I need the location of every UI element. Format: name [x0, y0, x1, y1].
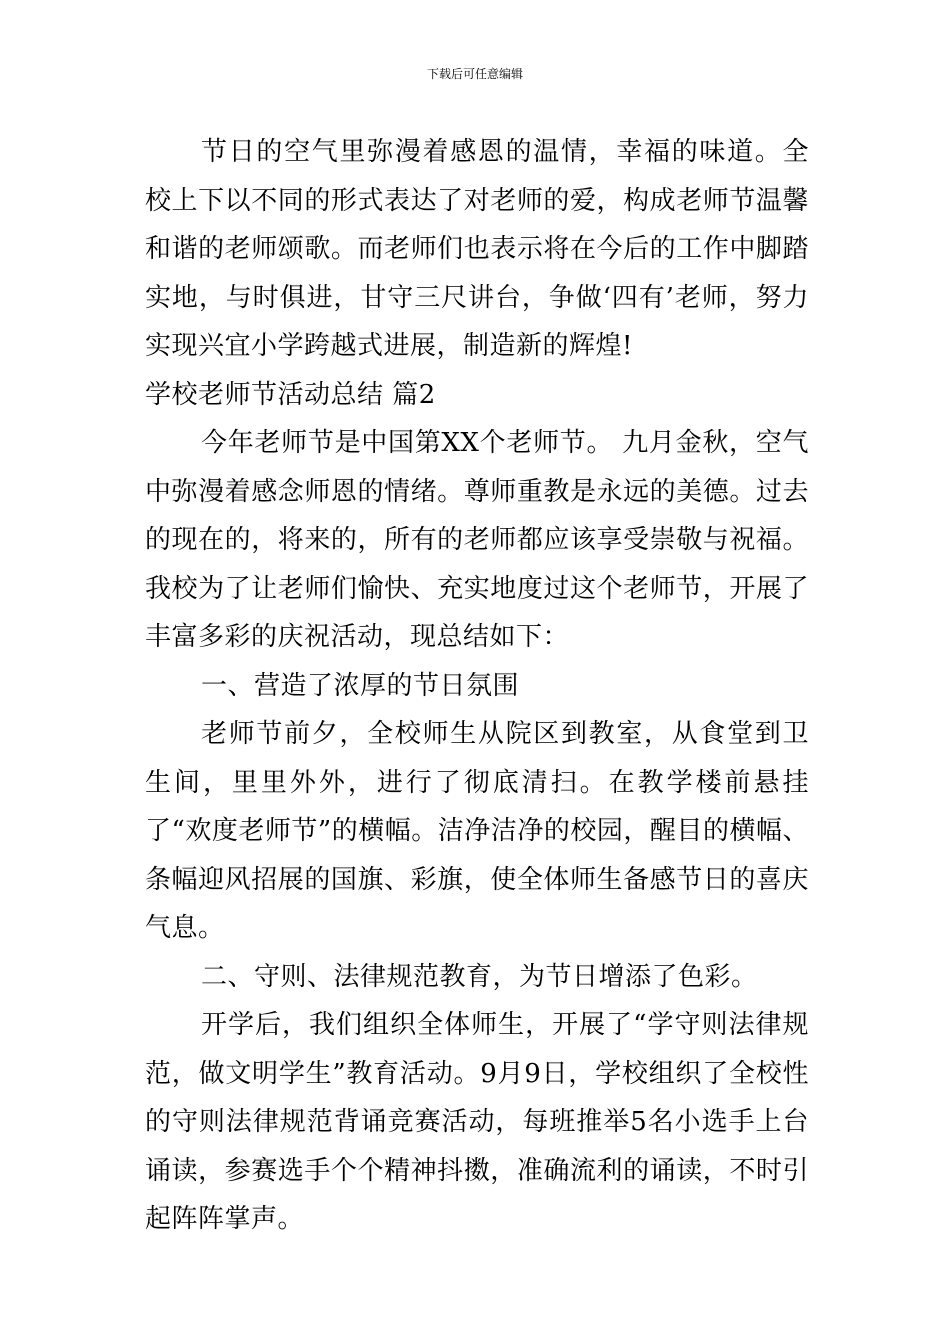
paragraph-closing: 节日的空气里弥漫着感恩的温情，幸福的味道。全校上下以不同的形式表达了对老师的爱，构成老师节温馨和谐的老师颂歌。而老师们也表示将在今后的工作中脚踏实地，与时俱进，甘守三尺讲台，争做‘四有’老师，努力实现兴宜小学跨越式进展，制造新的辉煌!: [145, 137, 809, 361]
paragraph-cleaning: 老师节前夕，全校师生从院区到教室，从食堂到卫生间，里里外外，进行了彻底清扫。在教学楼前悬挂了“欢度老师节”的横幅。洁净洁净的校园，醒目的横幅、条幅迎风招展的国旗、彩旗，使全体师生备感节日的喜庆气息。: [145, 719, 809, 943]
paragraph-rules: 开学后，我们组织全体师生，开展了“学守则法律规范，做文明学生”教育活动。9月9日，学校组织了全校性的守则法律规范背诵竞赛活动，每班推举5名小选手上台诵读，参赛选手个个精神抖擞，准确流利的诵读，不时引起阵阵掌声。: [145, 1010, 809, 1234]
paragraph-intro: 今年老师节是中国第XX个老师节。 九月金秋，空气中弥漫着感念师恩的情绪。尊师重教是永远的美德。过去的现在的，将来的，所有的老师都应该享受崇敬与祝福。我校为了让老师们愉快、充实地度过这个老师节，开展了丰富多彩的庆祝活动，现总结如下：: [145, 428, 809, 652]
page-header-note: 下载后可任意编辑: [426, 67, 523, 81]
heading-one: 一、营造了浓厚的节日氛围: [201, 670, 520, 701]
section-title: 学校老师节活动总结 篇2: [145, 379, 436, 410]
heading-two: 二、守则、法律规范教育，为节日增添了色彩。: [201, 961, 758, 992]
document-body: [145, 128, 809, 1244]
